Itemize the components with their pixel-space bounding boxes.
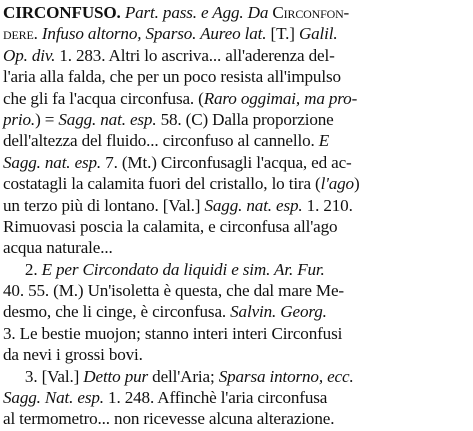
text-segment: E per Circondato da liquidi e sim. Ar. Fur. xyxy=(41,259,325,279)
text-segment: Sagg. Nat. esp. xyxy=(3,388,104,408)
text-segment: 40. 55. (M.) Un'isoletta è questa, che dal mare Me- xyxy=(3,281,344,301)
text-line xyxy=(3,66,469,87)
text-segment: al termometro... non ricevesse alcuna alterazione. xyxy=(3,409,335,429)
text-segment: 2. xyxy=(24,259,42,279)
text-segment: costatagli la calamita fuori del cristallo, lo tira ( xyxy=(3,174,321,194)
text-segment: l'aria alla falda, che per un poco resista all'impulso xyxy=(3,67,341,87)
text-segment: Sagg. nat. esp. xyxy=(58,109,157,129)
text-segment: Op. div. xyxy=(3,45,56,65)
text-segment: CIRCONFUSO. xyxy=(3,3,121,22)
text-segment: acqua naturale... xyxy=(3,238,113,258)
text-line xyxy=(3,88,469,109)
text-segment: Salvin. Georg. xyxy=(230,302,327,322)
text-segment: 1. 210. xyxy=(302,195,353,215)
text-line xyxy=(3,344,469,365)
text-segment: Part. pass. e Agg. Da xyxy=(120,3,273,22)
text-line xyxy=(3,173,469,194)
text-segment: E xyxy=(318,131,330,151)
text-line xyxy=(3,130,469,151)
text-segment: ) xyxy=(353,174,360,194)
text-segment: Sparsa intorno, ecc. xyxy=(218,366,354,386)
text-segment: . xyxy=(33,24,42,44)
text-segment: un terzo più di lontano. [Val.] xyxy=(3,195,205,215)
text-segment: ) = xyxy=(35,109,59,129)
text-line xyxy=(3,366,469,387)
text-line xyxy=(3,408,469,429)
text-segment: Galil. xyxy=(298,24,338,44)
text-segment: prio. xyxy=(3,109,36,129)
text-line xyxy=(3,216,469,237)
text-segment: dell'Aria; xyxy=(148,366,219,386)
text-segment: 7. (Mt.) Circonfusagli l'acqua, ed ac- xyxy=(101,152,352,172)
text-segment: 3. [Val.] xyxy=(24,366,84,386)
text-line xyxy=(3,387,469,408)
text-segment: Circonfon- xyxy=(272,3,350,22)
text-segment: dell'altezza del fluido... circonfuso al cannello. xyxy=(3,131,319,151)
text-line xyxy=(3,237,469,258)
text-line xyxy=(3,323,469,344)
text-segment: [T.] xyxy=(266,24,299,44)
text-segment: 1. 248. Affinchè l'aria circonfusa xyxy=(103,388,328,408)
dictionary-entry xyxy=(3,2,471,430)
text-line xyxy=(3,301,469,322)
text-line xyxy=(3,195,469,216)
text-line xyxy=(3,109,469,130)
text-segment: desmo, che li cinge, è circonfusa. xyxy=(3,302,231,322)
text-segment: Sagg. nat. esp. xyxy=(204,195,303,215)
text-line xyxy=(3,2,469,23)
text-segment: 58. (C) Dalla proporzione xyxy=(156,109,334,129)
text-segment: Sagg. nat. esp. xyxy=(3,152,102,172)
text-segment: l'ago xyxy=(320,174,354,194)
text-segment: Detto pur xyxy=(83,366,149,386)
text-segment: da nevi i grossi bovi. xyxy=(3,345,143,365)
text-segment: Infuso altorno, Sparso. Aureo lat. xyxy=(41,24,267,44)
text-line xyxy=(3,280,469,301)
text-segment: dere xyxy=(3,24,34,44)
text-segment: che gli fa l'acqua circonfusa. ( xyxy=(3,88,204,108)
text-line xyxy=(3,23,469,44)
text-segment: 1. 283. Altri lo ascriva... all'aderenza del- xyxy=(55,45,335,65)
text-line xyxy=(3,259,469,280)
text-segment: Raro oggimai, ma pro- xyxy=(203,88,358,108)
text-segment: 3. Le bestie muojon; stanno interi interi Circonfusi xyxy=(3,323,343,343)
text-line xyxy=(3,45,469,66)
text-segment: Rimuovasi poscia la calamita, e circonfusa all'ago xyxy=(3,216,338,236)
text-line xyxy=(3,152,469,173)
